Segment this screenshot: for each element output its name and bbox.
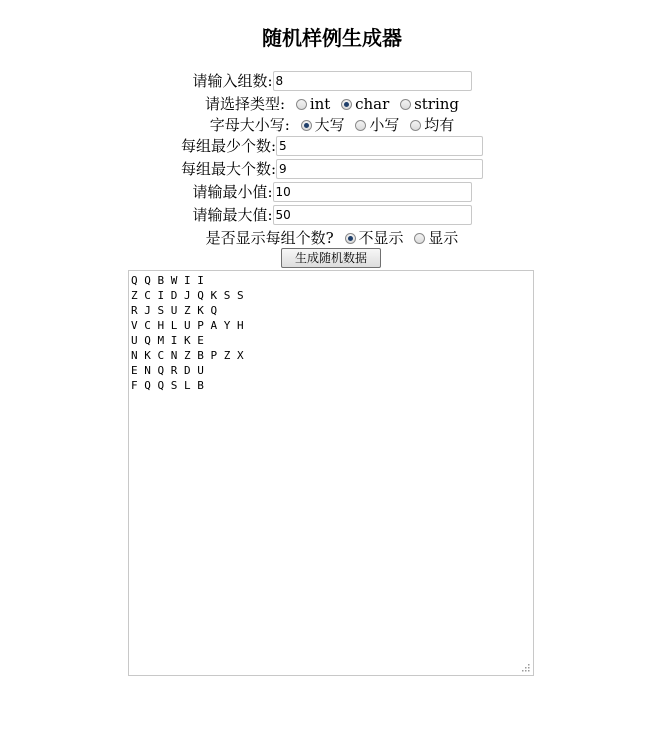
type-option-int: int [309,95,331,113]
page-title: 随机样例生成器 [262,26,402,50]
case-row [0,113,664,135]
show-count-radio-show[interactable] [414,233,425,244]
groups-label: 请输入组数: [192,72,273,90]
max-value-row [0,203,664,225]
case-radio-both[interactable] [410,120,421,131]
show-count-radio-hide[interactable] [345,233,356,244]
max-value-input[interactable] [273,205,472,225]
type-radio-string[interactable] [400,99,411,110]
min-value-input[interactable] [273,182,472,202]
max-value-label: 请输最大值: [192,206,273,224]
type-radio-int[interactable] [296,99,307,110]
case-option-lower: 小写 [369,116,400,134]
min-value-row [0,180,664,202]
case-label: 字母大小写: [209,116,290,134]
show-count-label: 是否显示每组个数? [205,229,334,247]
type-radio-char[interactable] [341,99,352,110]
output-textarea[interactable] [128,270,534,676]
show-count-option-hide: 不显示 [358,229,404,247]
case-option-upper: 大写 [314,116,345,134]
type-option-string: string [414,95,460,113]
resize-grip-icon[interactable] [521,663,531,673]
max-per-group-row [0,157,664,179]
min-per-group-label: 每组最少个数: [180,137,277,155]
generate-button[interactable]: 生成随机数据 [281,248,381,268]
show-count-option-show: 显示 [428,229,459,247]
groups-input[interactable] [273,71,472,91]
case-option-both: 均有 [424,116,455,134]
max-per-group-label: 每组最大个数: [180,160,277,178]
type-label: 请选择类型: [204,95,286,113]
min-per-group-row [0,134,664,156]
type-row [0,92,664,114]
type-option-char: char [355,95,390,113]
case-radio-upper[interactable] [301,120,312,131]
show-count-row [0,226,664,248]
groups-row [0,69,664,91]
case-radio-lower[interactable] [355,120,366,131]
min-value-label: 请输最小值: [192,183,273,201]
min-per-group-input[interactable] [276,136,483,156]
max-per-group-input[interactable] [276,159,483,179]
